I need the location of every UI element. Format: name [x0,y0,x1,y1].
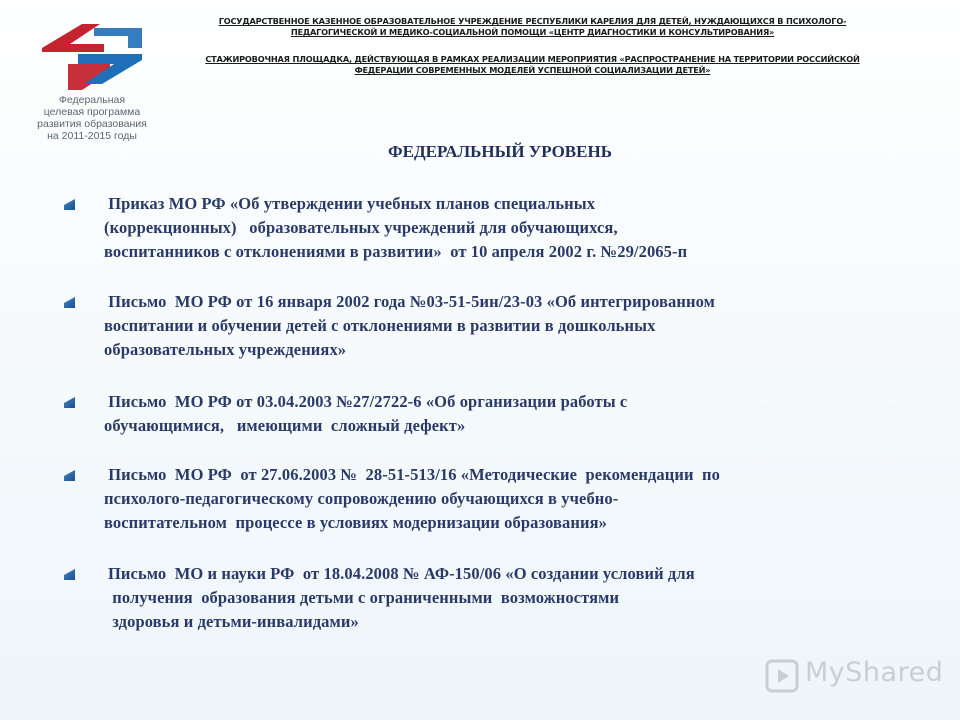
list-item-line: Письмо МО РФ от 16 января 2002 года №03-51-5ин/23-03 «Об интегрированном [104,292,715,311]
institution-header-line: ГОСУДАРСТВЕННОЕ КАЗЕННОЕ ОБРАЗОВАТЕЛЬНОЕ УЧРЕЖДЕНИЕ РЕСПУБЛИКИ КАРЕЛИЯ ДЛЯ ДЕТЕЙ, НУЖДАЮЩИХСЯ В ПСИХОЛОГО- [218,16,847,26]
list-item-line: воспитательном процессе в условиях модернизации образования» [104,513,607,532]
logo-caption-line: целевая программа [43,106,141,118]
platform-header-line: СТАЖИРОВОЧНАЯ ПЛОЩАДКА, ДЕЙСТВУЮЩАЯ В РАМКАХ РЕАЛИЗАЦИИ МЕРОПРИЯТИЯ «РАСПРОСТРАНЕНИЕ НА ТЕРРИТОРИИ РОССИЙСКОЙ [205,54,860,64]
list-item [104,290,904,362]
logo-caption-line: развития образования [37,118,147,130]
list-item [104,192,904,264]
bullet-icon [64,199,75,210]
list-item-line: здоровья и детьми-инвалидами» [108,612,359,631]
logo-caption-line: Федеральная [58,94,126,106]
list-item [104,390,904,438]
institution-header-line: ПЕДАГОГИЧЕСКОЙ И МЕДИКО-СОЦИАЛЬНОЙ ПОМОЩИ «ЦЕНТР ДИАГНОСТИКИ И КОНСУЛЬТИРОВАНИЯ» [290,27,775,37]
list-item-line: (коррекционных) образовательных учреждений для обучающихся, [104,218,618,237]
bullet-icon [64,569,75,580]
list-item-line: обучающимися, имеющими сложный дефект» [104,416,466,435]
list-item-line: воспитании и обучении детей с отклонениями в развитии в дошкольных [104,316,656,335]
bullet-icon [64,297,75,308]
list-item-line: образовательных учреждениях» [104,340,347,359]
list-item-line: психолого-педагогическому сопровождению обучающихся в учебно- [104,489,619,508]
myshared-logo-icon [765,659,799,693]
watermark [765,655,944,695]
page-title: ФЕДЕРАЛЬНЫЙ УРОВЕНЬ [388,142,612,161]
list-item-line: получения образования детьми с ограниченными возможностями [108,588,620,607]
platform-header-line: ФЕДЕРАЦИИ СОВРЕМЕННЫХ МОДЕЛЕЙ УСПЕШНОЙ СОЦИАЛИЗАЦИИ ДЕТЕЙ» [354,65,711,75]
watermark-text: MyShared [805,657,944,688]
list-item-line: Письмо МО и науки РФ от 18.04.2008 № АФ-150/06 «О создании условий для [108,564,695,583]
list-item-line: Письмо МО РФ от 03.04.2003 №27/2722-6 «Об организации работы с [104,392,628,411]
list-item-line: Приказ МО РФ «Об утверждении учебных планов специальных [104,194,596,213]
list-item [108,562,908,634]
list-item-line: Письмо МО РФ от 27.06.2003 № 28-51-513/16 «Методические рекомендации по [104,465,721,484]
bullet-icon [64,397,75,408]
list-item-line: воспитанников с отклонениями в развитии» от 10 апреля 2002 г. №29/2065-п [104,242,688,261]
logo-caption-line: на 2011-2015 годы [47,130,137,142]
list-item [104,463,904,535]
bullet-icon [64,470,75,481]
